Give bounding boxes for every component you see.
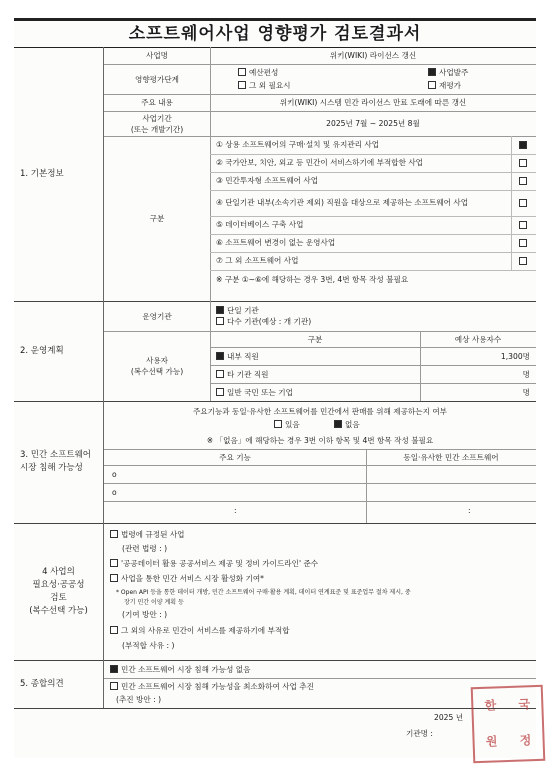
footer-org: 기관명 : [406, 729, 433, 738]
necessity-body [104, 523, 536, 660]
feature-bullet-1: o [112, 470, 117, 479]
user-public[interactable]: 일반 국민 또는 기업 [216, 387, 293, 398]
type-option-2[interactable]: ② 국가안보, 치안, 외교 등 민간이 서비스하기에 부적합한 사업 [210, 154, 512, 173]
checkbox-checked[interactable] [428, 68, 436, 76]
type-option-7[interactable]: ⑦ 그 외 소프트웨어 사업 [210, 252, 512, 271]
type-checkbox-1[interactable] [511, 136, 536, 155]
user-internal[interactable]: 내부 직원 [216, 351, 259, 362]
user-other-agency[interactable]: 타 기관 직원 [216, 369, 269, 380]
type-option-3[interactable]: ③ 민간투자형 소프트웨어 사업 [210, 172, 512, 191]
agency-single[interactable]: 단일 기관 [216, 305, 259, 316]
content-value: 위키(WIKI) 시스템 민간 라이선스 만료 도래에 따른 갱신 [279, 98, 467, 107]
row-project [104, 47, 536, 65]
similar-ellipsis: : [468, 506, 471, 515]
market-question: 주요기능과 동일·유사한 소프트웨어를 민간에서 판매를 위해 제공하는지 여부 [192, 407, 448, 416]
col-type: 구분 [307, 335, 323, 344]
checkbox-checked[interactable] [216, 306, 224, 314]
necessity-contribution: (기여 방안 : ) [122, 610, 168, 619]
type-checkbox-2[interactable] [511, 154, 536, 173]
feature-bullet-2: o [112, 488, 117, 497]
col-feature: 주요 기능 [219, 453, 251, 462]
stage-option-budget[interactable]: 예산편성 [238, 67, 278, 78]
row-content [104, 94, 536, 112]
checkbox[interactable] [428, 81, 436, 89]
agency-label: 운영기관 [104, 301, 211, 331]
section-necessity [14, 523, 536, 661]
section-label: 5. 종합의견 [14, 660, 104, 708]
row-period [104, 111, 536, 137]
section-opinion [14, 660, 536, 709]
opinion-no-impact[interactable]: 민간 소프트웨어 시장 침해 가능성 없음 [110, 664, 250, 675]
market-note: ※ 「없음」에 해당하는 경우 3번 이하 항목 및 4번 항목 작성 불필요 [206, 436, 434, 445]
type-checkbox-4[interactable] [511, 190, 536, 217]
opinion-minimize[interactable]: 민간 소프트웨어 시장 침해 가능성을 최소화하여 사업 추진 [110, 681, 314, 692]
market-body [104, 401, 536, 523]
section-label: 2. 운영계획 [14, 301, 104, 401]
user-public-count: 명 [522, 388, 530, 397]
project-value: 위키(WIKI) 라이선스 갱신 [329, 51, 417, 60]
footer-date: 2025 년 [434, 713, 464, 722]
type-options [210, 136, 536, 301]
type-checkbox-3[interactable] [511, 172, 536, 191]
type-option-1[interactable]: ① 상용 소프트웨어의 구매·설치 및 유지관리 사업 [210, 136, 512, 155]
users-label: 사용자 (복수선택 가능) [104, 331, 211, 401]
type-checkbox-5[interactable] [511, 216, 536, 235]
section-label: 1. 기본정보 [14, 47, 104, 301]
section-basic-info [14, 47, 536, 302]
row-stage [104, 64, 536, 95]
content-label: 주요 내용 [104, 94, 211, 111]
checkbox[interactable] [238, 81, 246, 89]
market-yes[interactable]: 있음 [274, 419, 300, 430]
section-market-impact [14, 401, 536, 524]
type-option-6[interactable]: ⑥ 소프트웨어 변경이 없는 운영사업 [210, 234, 512, 253]
col-count: 예상 사용자수 [454, 335, 502, 344]
row-users [104, 331, 536, 401]
necessity-law-detail: (관련 법령 : ) [122, 544, 168, 553]
necessity-footnote-1: * Open API 등을 통한 데이터 개방, 민간 소프트웨어 구매·활용 계획, 데이터 연계표준 및 표준업무 절차 제시, 중 [116, 589, 411, 596]
stage-option-other[interactable]: 그 외 필요시 [238, 80, 291, 91]
opinion-plan: (추진 방안 : ) [116, 695, 162, 704]
section-label: 3. 민간 소프트웨어 시장 침해 가능성 [14, 401, 104, 523]
stage-label: 영향평가단계 [104, 64, 211, 94]
type-checkbox-6[interactable] [511, 234, 536, 253]
row-type [104, 136, 536, 301]
stage-option-order[interactable]: 사업발주 [428, 67, 468, 78]
document-page [14, 18, 536, 758]
document-title: 소프트웨어사업 영향평가 검토결과서 [14, 18, 536, 48]
checkbox[interactable] [238, 68, 246, 76]
necessity-law[interactable]: 법령에 규정된 사업 [110, 529, 185, 540]
type-option-5[interactable]: ⑤ 데이터베이스 구축 사업 [210, 216, 512, 235]
necessity-unsuitable[interactable]: 그 외의 사유로 민간이 서비스를 제공하기에 부적합 [110, 625, 290, 636]
necessity-unsuitable-detail: (부적합 사유 : ) [122, 641, 175, 650]
necessity-market[interactable]: 사업을 통한 민간 서비스 시장 활성화 기여* [110, 573, 264, 584]
period-label: 사업기간 (또는 개발기간) [104, 111, 211, 136]
section-label: 4 사업의 필요성·공공성 검토 (복수선택 가능) [14, 523, 104, 660]
period-value: 2025년 7월 ~ 2025년 8월 [326, 119, 420, 128]
user-internal-count: 1,300명 [500, 352, 530, 361]
feature-ellipsis: : [234, 506, 237, 515]
section-operation-plan [14, 301, 536, 402]
necessity-footnote-2: 장기 민간 이양 계획 등 [124, 599, 184, 606]
market-no[interactable]: 없음 [334, 419, 360, 430]
type-option-4[interactable]: ④ 단일기관 내부(소속기관 제외) 직원을 대상으로 제공하는 소프트웨어 사업 [210, 190, 512, 217]
project-label: 사업명 [104, 47, 211, 64]
type-checkbox-7[interactable] [511, 252, 536, 271]
necessity-guideline[interactable]: '공공데이터 활용 공공서비스 제공 및 정비 가이드라인' 준수 [110, 558, 318, 569]
col-similar: 동일·유사한 민간 소프트웨어 [403, 453, 499, 462]
type-label: 구분 [104, 136, 211, 301]
stage-option-reeval[interactable]: 재평가 [428, 80, 461, 91]
row-agency [104, 301, 536, 332]
checkbox[interactable] [216, 317, 224, 325]
agency-multi[interactable]: 다수 기관(예상 : 개 기관) [216, 316, 311, 327]
user-other-count: 명 [522, 370, 530, 379]
official-seal: 한 국 원 정 [471, 685, 546, 763]
type-note: ※ 구분 ①~⑥에 해당하는 경우 3번, 4번 항목 작성 불필요 [216, 275, 409, 284]
